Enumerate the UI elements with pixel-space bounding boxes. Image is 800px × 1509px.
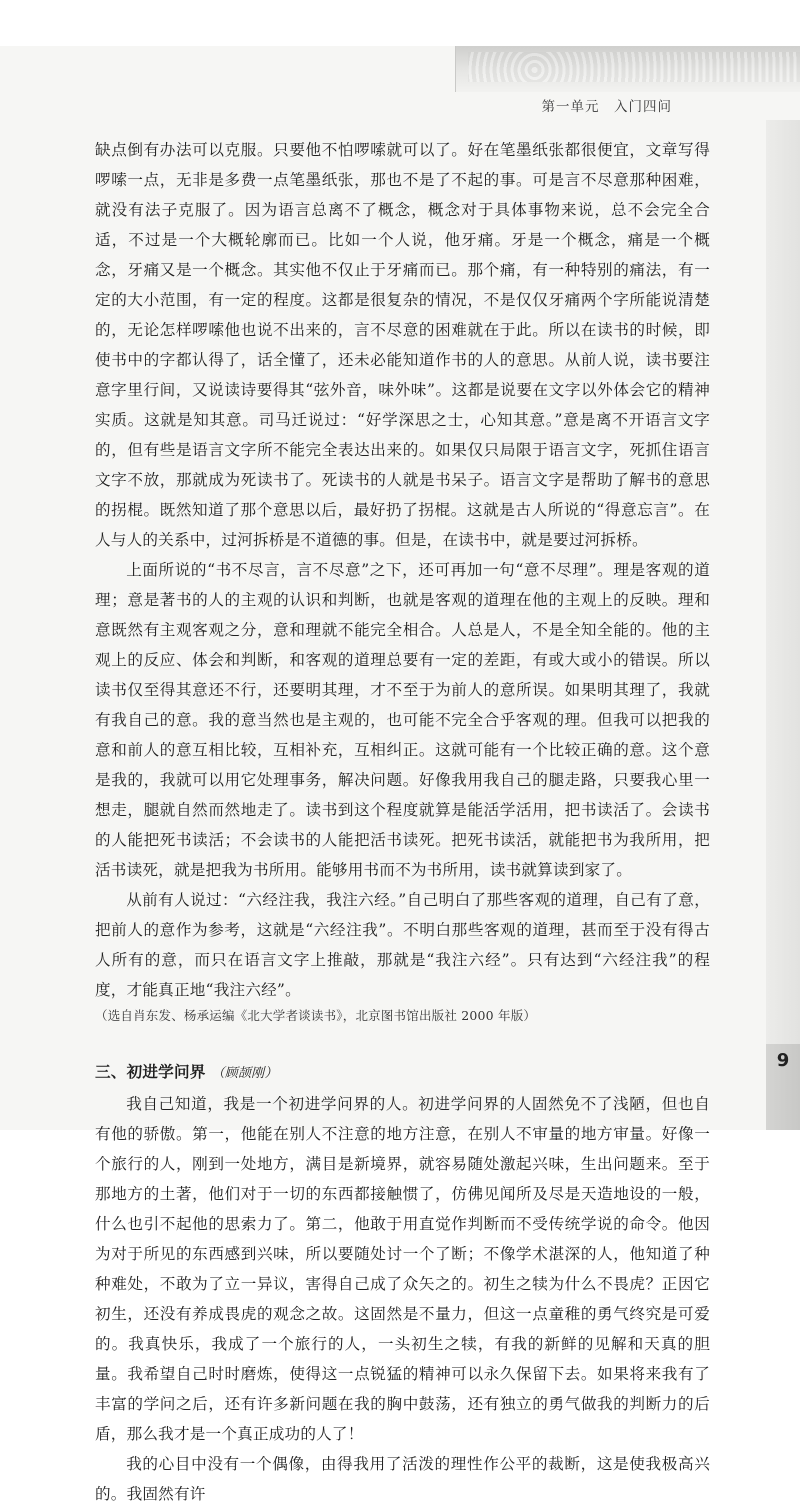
paragraph: 从前有人说过：“六经注我，我注六经。”自己明白了那些客观的道理，自己有了意，把前人的意作为参考，这就是“六经注我”。不明白那些客观的道理，甚而至于没有得古人所有的意，而只在语言文字上推敲，那就是“我注六经”。只有达到“六经注我”的程度，才能真正地“我注六经”。	[95, 891, 710, 999]
page-edge-strip	[766, 120, 800, 1130]
paragraph: 上面所说的“书不尽言，言不尽意”之下，还可再加一句“意不尽理”。理是客观的道理；意是著书的人的主观的认识和判断，也就是客观的道理在他的主观上的反映。理和意既然有主观客观之分，意和理就不能完全相合。人总是人，不是全知全能的。他的主观上的反应、体会和判断，和客观的道理总要有一定的差距，有或大或小的错误。所以读书仅至得其意还不行，还要明其理，才不至于为前人的意所误。如果明其理了，我就有我自己的意。我的意当然也是主观的，也可能不完全合乎客观的理。但我可以把我的意和前人的意互相比较，互相补充，互相纠正。这就可能有一个比较正确的意。这个意是我的，我就可以用它处理事务，解决问题。好像我用我自己的腿走路，只要我心里一想走，腿就自然而然地走了。读书到这个程度就算是能活学活用，把书读活了。会读书的人能把死书读活；不会读书的人能把活书读死。把死书读活，就能把书为我所用，把活书读死，就是把我为书所用。能够用书而不为书所用，读书就算读到家了。	[95, 561, 710, 879]
paragraph: 缺点倒有办法可以克服。只要他不怕啰嗦就可以了。好在笔墨纸张都很便宜，文章写得啰嗦一点，无非是多费一点笔墨纸张，那也不是了不起的事。可是言不尽意那种困难，就没有法子克服了。因为语言总离不了概念，概念对于具体事物来说，总不会完全合适，不过是一个大概轮廓而已。比如一个人说，他牙痛。牙是一个概念，痛是一个概念，牙痛又是一个概念。其实他不仅止于牙痛而已。那个痛，有一种特别的痛法，有一定的大小范围，有一定的程度。这都是很复杂的情况，不是仅仅牙痛两个字所能说清楚的，无论怎样啰嗦他也说不出来的，言不尽意的困难就在于此。所以在读书的时候，即使书中的字都认得了，话全懂了，还未必能知道作书的人的意思。从前人说，读书要注意字里行间，又说读诗要得其“弦外音，味外味”。这都是说要在文字以外体会它的精神实质。这就是知其意。司马迁说过：“好学深思之士，心知其意。”意是离不开语言文字的，但有些是语言文字所不能完全表达出来的。如果仅只局限于语言文字，死抓住语言文字不放，那就成为死读书了。死读书的人就是书呆子。语言文字是帮助了解书的意思的拐棍。既然知道了那个意思以后，最好扔了拐棍。这就是古人所说的“得意忘言”。在人与人的关系中，过河拆桥是不道德的事。但是，在读书中，就是要过河拆桥。	[95, 141, 710, 549]
section-heading	[95, 1057, 710, 1089]
top-margin	[0, 0, 800, 46]
paragraph: 我的心目中没有一个偶像，由得我用了活泼的理性作公平的裁断，这是使我极高兴的。我固然有许	[95, 1455, 710, 1503]
page-body	[95, 135, 710, 1509]
header-ornament	[455, 46, 800, 92]
unit-title: 第一单元 入门四问	[541, 99, 672, 115]
section-title: 三、初进学问界	[95, 1063, 206, 1081]
page-number: 9	[766, 1044, 800, 1130]
section-author: （顾颉刚）	[211, 1066, 278, 1081]
paragraph: 我自己知道，我是一个初进学问界的人。初进学问界的人固然免不了浅陋，但也自有他的骄傲。第一，他能在别人不注意的地方注意，在别人不审量的地方审量。好像一个旅行的人，刚到一处地方，满目是新境界，就容易随处激起兴味，生出问题来。至于那地方的土著，他们对于一切的东西都接触惯了，仿佛见闻所及尽是天造地设的一般，什么也引不起他的思索力了。第二，他敢于用直觉作判断而不受传统学说的命令。他因为对于所见的东西感到兴味，所以要随处讨一个了断；不像学术湛深的人，他知道了种种难处，不敢为了立一异议，害得自己成了众矢之的。初生之犊为什么不畏虎？正因它初生，还没有养成畏虎的观念之故。这固然是不量力，但这一点童稚的勇气终究是可爱的。我真快乐，我成了一个旅行的人，一头初生之犊，有我的新鲜的见解和天真的胆量。我希望自己时时磨炼，使得这一点锐猛的精神可以永久保留下去。如果将来我有了丰富的学问之后，还有许多新问题在我的胸中鼓荡，还有独立的勇气做我的判断力的后盾，那么我才是一个真正成功的人了！	[95, 1095, 710, 1443]
source-citation: （选自肖东发、杨承运编《北大学者谈读书》，北京图书馆出版社 2000 年版）	[95, 1008, 537, 1023]
